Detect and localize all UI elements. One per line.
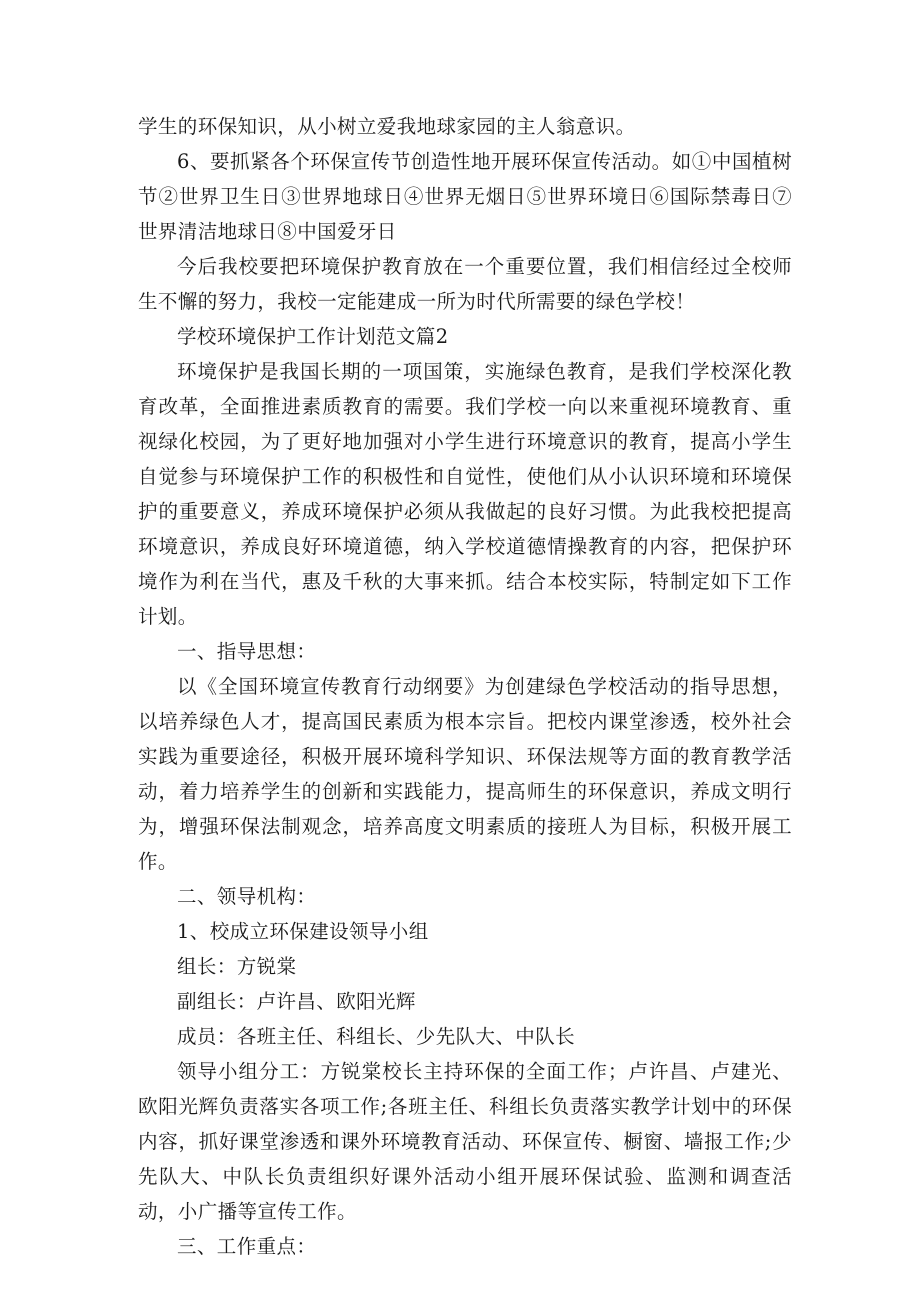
document-page [138, 109, 792, 1264]
list-item-deputy: 副组长：卢许昌、欧阳光辉 [177, 990, 416, 1013]
paragraph-division: 领导小组分工：方锐棠校长主持环保的全面工作；卢许昌、卢建光、欧阳光辉负责落实各项工作;各班主任、科组长负责落实教学计划中的环保内容，抓好课堂渗透和课外环境教育活动、环保宣传、橱窗、墙报工作;少先队大、中队长负责组织好课外活动小组开展环保试验、监测和调查活动，小广播等宣传工作。 [138, 1060, 792, 1223]
article-title-2: 学校环境保护工作计划范文篇2 [177, 325, 449, 348]
section-heading-leadership: 二、领导机构： [177, 885, 317, 908]
paragraph-guiding: 以《全国环境宣传教育行动纲要》为创建绿色学校活动的指导思想，以培养绿色人才，提高国民素质为根本宗旨。把校内课堂渗透，校外社会实践为重要途径，积极开展环境科学知识、环保法规等方面的教育教学活动，着力培养学生的创新和实践能力，提高师生的环保意识，养成文明行为，增强环保法制观念，培养高度文明素质的接班人为目标，积极开展工作。 [138, 675, 792, 873]
paragraph-item-6: 6、要抓紧各个环保宣传节创造性地开展环保宣传活动。如①中国植树节②世界卫生日③世界地球日④世界无烟日⑤世界环境日⑥国际禁毒日⑦世界清洁地球日⑧中国爱牙日 [138, 150, 792, 243]
section-heading-guiding: 一、指导思想： [177, 640, 317, 663]
list-item-members: 成员：各班主任、科组长、少先队大、中队长 [177, 1025, 576, 1048]
section-heading-focus: 三、工作重点： [177, 1235, 317, 1258]
paragraph-intro: 环境保护是我国长期的一项国策，实施绿色教育，是我们学校深化教育改革，全面推进素质教育的需要。我们学校一向以来重视环境教育、重视绿化校园，为了更好地加强对小学生进行环境意识的教育，提高小学生自觉参与环境保护工作的积极性和自觉性，使他们从小认识环境和环境保护的重要意义，养成环境保护必须从我做起的良好习惯。为此我校把提高环境意识，养成良好环境道德，纳入学校道德情操教育的内容，把保护环境作为利在当代，惠及千秋的大事来抓。结合本校实际，特制定如下工作计划。 [138, 360, 792, 628]
paragraph-conclusion: 今后我校要把环境保护教育放在一个重要位置，我们相信经过全校师生不懈的努力，我校一定能建成一所为时代所需要的绿色学校！ [138, 255, 792, 313]
paragraph-continuation: 学生的环保知识，从小树立爱我地球家园的主人翁意识。 [138, 115, 636, 138]
list-item-leader: 组长：方锐棠 [177, 955, 297, 978]
list-item-group: 1、校成立环保建设领导小组 [177, 920, 429, 943]
